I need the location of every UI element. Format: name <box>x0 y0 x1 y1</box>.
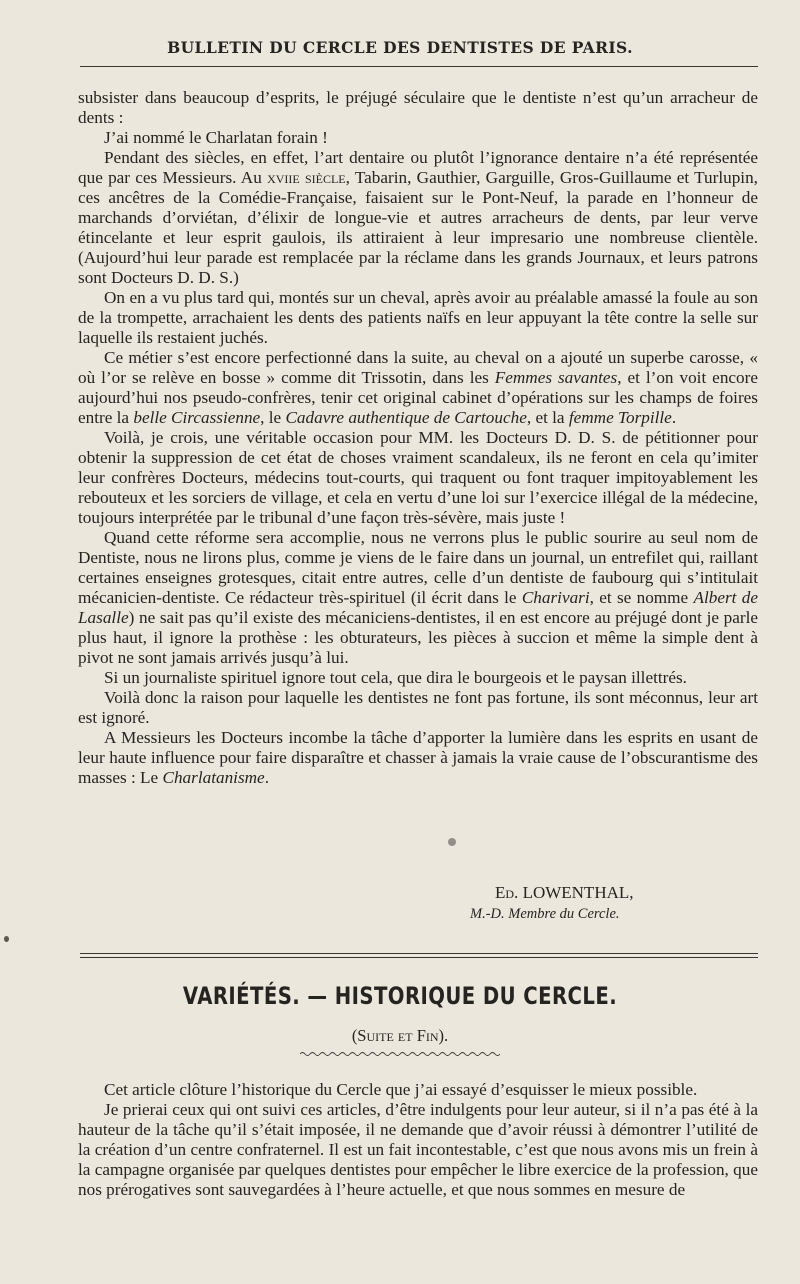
variety-paragraph-2: Je prierai ceux qui ont suivi ces articles, d’être indulgents pour leur auteur, si il n’a pas été à la hauteur de la tâche qu’il s’était imposée, il ne demande que d’avoir réussi à démontrer l’utilité de la création d’un centre confraternel. Il est un fait incontestable, c’est que nous avons mis un frein à la campagne organisée par quelques dentistes pour empêcher le libre exercice de la profession, que nos prérogatives sont sauvegardées à l’heure actuelle, et que nous sommes en mesure de <box>78 1100 758 1199</box>
text-run: Ce métier s’est encore perfectionné dans la suite, au cheval on a ajouté un superbe carosse, « où l’or se relève en bosse » comme dit Trissotin, dans les <box>78 348 758 387</box>
text-run: , et l’on voit encore aujourd’hui nos pseudo-confrères, tenir cet original cabinet d’opérations sur les champs de foires entre la <box>78 368 758 427</box>
article-paragraph-7 <box>78 528 758 668</box>
text-run: ) ne sait pas qu’il existe des mécaniciens-dentistes, il en est encore au préjugé dont je parle plus haut, il ignore la prothèse : les obturateurs, les pièces à succion et même la simple dent à pivot ne sont jamais arrivés jusqu’à lui. <box>78 608 758 667</box>
article-paragraph-2: J’ai nommé le Charlatan forain ! <box>104 128 328 147</box>
section-subtitle <box>0 1026 800 1046</box>
text-run: , le <box>260 408 286 427</box>
variety-paragraph-1: Cet article clôture l’historique du Cercle que j’ai essayé d’esquisser le mieux possible. <box>104 1080 698 1099</box>
article-body <box>78 88 758 788</box>
subtitle-text: (Suite et Fin). <box>351 1026 449 1045</box>
text-run: Quand cette réforme sera accomplie, nous ne verrons plus le public sourire au seul nom de Dentiste, nous ne lirons plus, comme je viens de le faire dans un journal, un entrefilet qui, raillant certaines enseignes grotesques, citait entre autres, celle d’un dentiste de faubourg qui s’intitulait mécanicien-dentiste. Ce rédacteur très-spirituel (il écrit dans le <box>78 528 758 607</box>
italic-title: Charivari <box>521 588 590 607</box>
article-paragraph-9: Voilà donc la raison pour laquelle les dentistes ne font pas fortune, ils sont méconnus, leur art est ignoré. <box>78 688 758 727</box>
article-paragraph-6: Voilà, je crois, une véritable occasion pour MM. les Docteurs D. D. S. de pétitionner pour obtenir la suppression de cet état de choses vraiment scandaleux, ils ne feront en cela qu’imiter leur confrères Docteurs, médecins tout-courts, qui traquent ou font traquer impitoyablement les rebouteux et les sorciers de village, et cela en vertu d’une loi sur l’exercice illégal de la médecine, toujours interprétée par le tribunal d’une façon très-sévère, mais juste ! <box>78 428 758 527</box>
italic-term: Charlatanisme <box>162 768 265 787</box>
section-divider <box>80 953 758 958</box>
text-run: , et la <box>526 408 569 427</box>
italic-title: femme Torpille <box>568 408 672 427</box>
text-run: . <box>264 768 269 787</box>
article-paragraph-3 <box>78 148 758 288</box>
italic-title: Cadavre authentique de Cartouche <box>285 408 527 427</box>
article-paragraph-4: On en a vu plus tard qui, montés sur un cheval, après avoir au préalable amassé la foule au son de la trompette, arrachaient les dents des patients naïfs en leur appuyant la tête contre la selle sur laquelle ils restaient juchés. <box>78 288 758 347</box>
text-run: Pendant des siècles, en effet, l’art dentaire ou plutôt l’ignorance dentaire n’a été représentée que par ces Messieurs. Au <box>78 148 758 187</box>
italic-title: belle Circassienne <box>133 408 261 427</box>
wavy-ornament <box>300 1050 500 1058</box>
signature-initial: Ed. <box>495 883 519 902</box>
variety-body <box>78 1080 758 1200</box>
paper-speck <box>4 936 9 942</box>
signature-title: M.-D. Membre du Cercle. <box>470 906 620 922</box>
italic-name: Albert de Lasalle <box>78 588 758 627</box>
header-rule <box>80 66 758 67</box>
article-paragraph-10 <box>78 728 758 788</box>
running-head: BULLETIN DU CERCLE DES DENTISTES DE PARIS. <box>167 38 633 57</box>
section-title: VARIÉTÉS. — HISTORIQUE DU CERCLE. <box>182 982 618 1010</box>
text-run: , Tabarin, Gauthier, Garguille, Gros-Guillaume et Turlupin, ces ancêtres de la Comédie-Française, faisaient sur le Pont-Neuf, la parade en l’honneur de marchands d’orviétan, d’élixir de longue-vie et autres arracheurs de dents, par leur verve étincelante et leur esprit gaulois, ils attiraient à leur impresario une nombreuse clientèle. (Aujourd’hui leur parade est remplacée par la réclame dans les grands Journaux, et leurs patrons sont Docteurs D. D. S.) <box>78 168 758 287</box>
text-run: , et se nomme <box>589 588 694 607</box>
paper-speck <box>448 838 456 846</box>
text-run: . <box>671 408 677 427</box>
article-paragraph-8: Si un journaliste spirituel ignore tout cela, que dira le bourgeois et le paysan illettrés. <box>104 668 687 687</box>
century-text: xviie siècle <box>267 168 346 187</box>
article-paragraph-5 <box>78 348 758 428</box>
article-paragraph-1: subsister dans beaucoup d’esprits, le préjugé séculaire que le dentiste n’est qu’un arracheur de dents : <box>78 88 758 127</box>
text-run: A Messieurs les Docteurs incombe la tâche d’apporter la lumière dans les esprits en usant de leur haute influence pour faire disparaître et chasser à jamais la vraie cause de l’obscurantisme des masses : Le <box>78 728 758 787</box>
italic-title: Femmes savantes <box>494 368 618 387</box>
signature-surname: LOWENTHAL, <box>522 883 634 902</box>
signature-name <box>495 883 634 903</box>
